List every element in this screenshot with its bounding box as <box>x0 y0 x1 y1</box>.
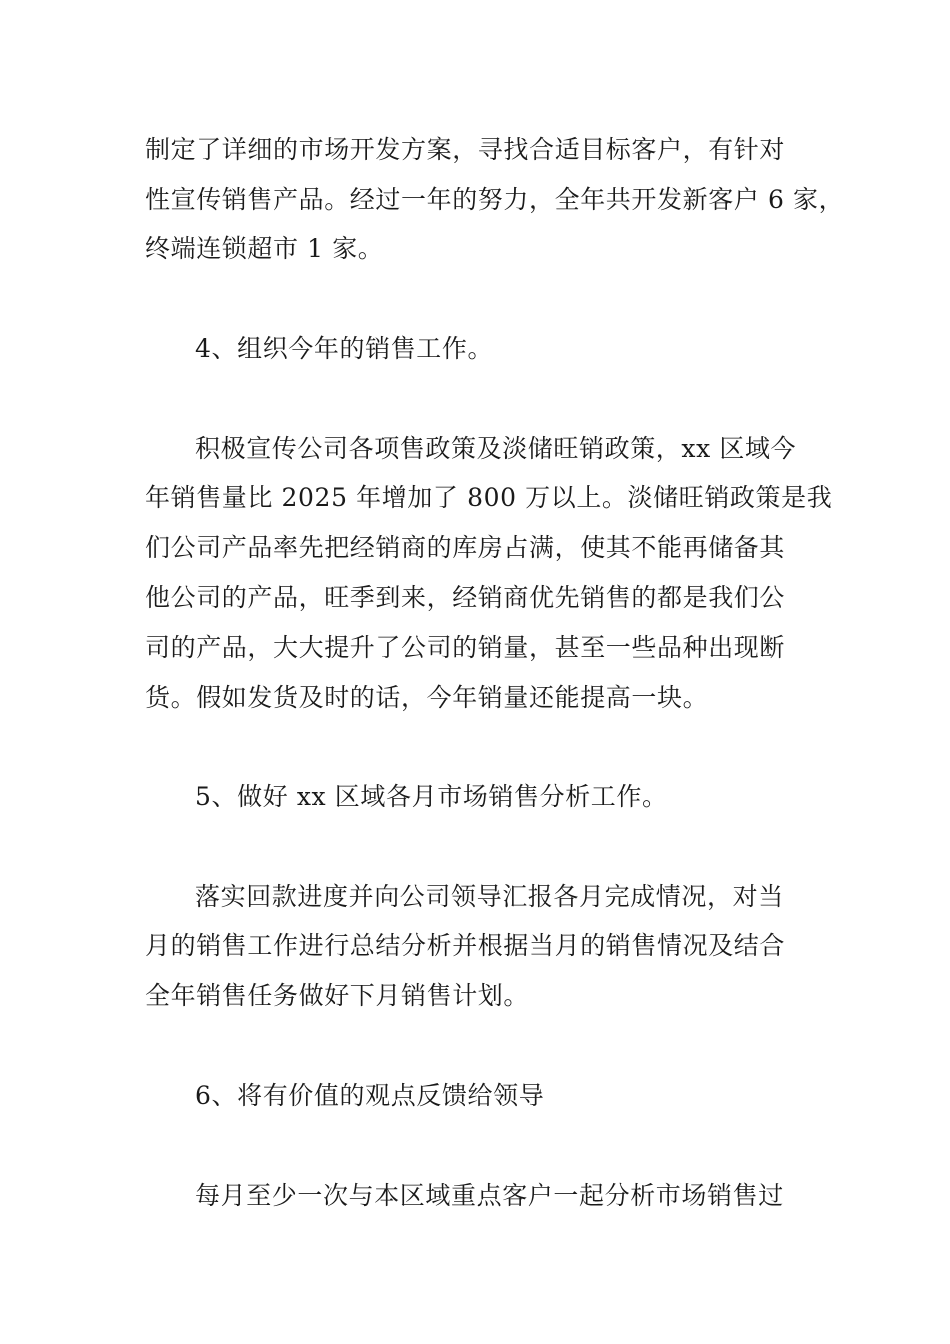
paragraph-line: 司的产品，大大提升了公司的销量，甚至一些品种出现断 <box>145 633 786 662</box>
paragraph-line: 落实回款进度并向公司领导汇报各月完成情况，对当 <box>195 882 784 911</box>
section-heading-6: 6、将有价值的观点反馈给领导 <box>195 1081 545 1110</box>
paragraph-line: 终端连锁超市 1 家。 <box>145 234 384 263</box>
paragraph-line: 月的销售工作进行总结分析并根据当月的销售情况及结合 <box>145 931 786 960</box>
section-heading-4: 4、组织今年的销售工作。 <box>195 334 494 363</box>
paragraph-line: 们公司产品率先把经销商的库房占满，使其不能再储备其 <box>145 533 786 562</box>
paragraph-line: 货。假如发货及时的话，今年销量还能提高一块。 <box>145 683 709 712</box>
paragraph-line: 年销售量比 2025 年增加了 800 万以上。淡储旺销政策是我 <box>145 483 833 512</box>
paragraph-line: 积极宣传公司各项售政策及淡储旺销政策，xx 区域今 <box>195 434 797 463</box>
paragraph-line: 他公司的产品，旺季到来，经销商优先销售的都是我们公 <box>145 583 786 612</box>
paragraph-line: 全年销售任务做好下月销售计划。 <box>145 981 530 1010</box>
paragraph-line: 性宣传销售产品。经过一年的努力，全年共开发新客户 6 家， <box>145 185 845 214</box>
paragraph-line: 制定了详细的市场开发方案，寻找合适目标客户，有针对 <box>145 135 786 164</box>
section-heading-5: 5、做好 xx 区域各月市场销售分析工作。 <box>195 782 668 811</box>
paragraph-line: 每月至少一次与本区域重点客户一起分析市场销售过 <box>195 1181 784 1210</box>
